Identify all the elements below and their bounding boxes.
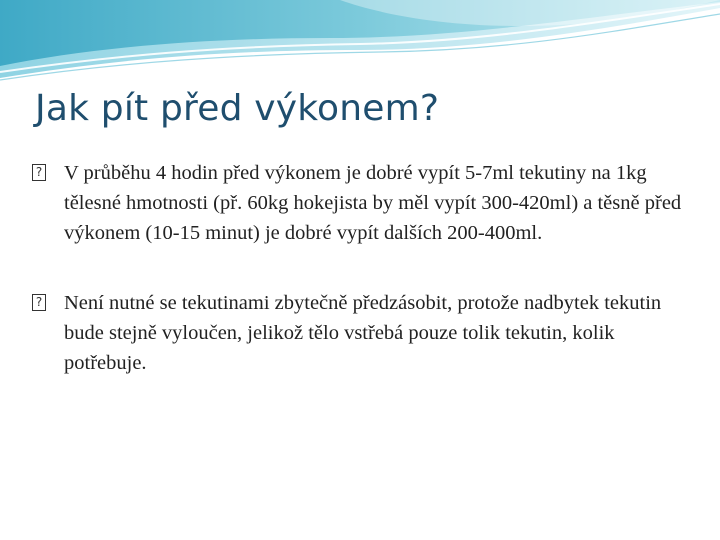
- bullet-item-1: [30, 158, 690, 248]
- wave-header-decoration: [0, 0, 720, 90]
- slide-title: Jak pít před výkonem?: [35, 88, 440, 129]
- bullet-marker-icon: ?: [32, 294, 46, 311]
- bullet-marker-icon: ?: [32, 164, 46, 181]
- bullet-item-2: [30, 288, 690, 378]
- bullet-text-2: Není nutné se tekutinami zbytečně předzásobit, protože nadbytek tekutin bude stejně vyloučen, jelikož tělo vstřebá pouze tolik tekutin, kolik potřebuje.: [64, 292, 662, 374]
- bullet-text-1: V průběhu 4 hodin před výkonem je dobré vypít 5-7ml tekutiny na 1kg tělesné hmotnosti (př. 60kg hokejista by měl vypít 300-420ml) a těsně před výkonem (10-15 minut) je dobré vypít dalších 200-400ml.: [64, 162, 682, 244]
- slide-content: [30, 158, 690, 418]
